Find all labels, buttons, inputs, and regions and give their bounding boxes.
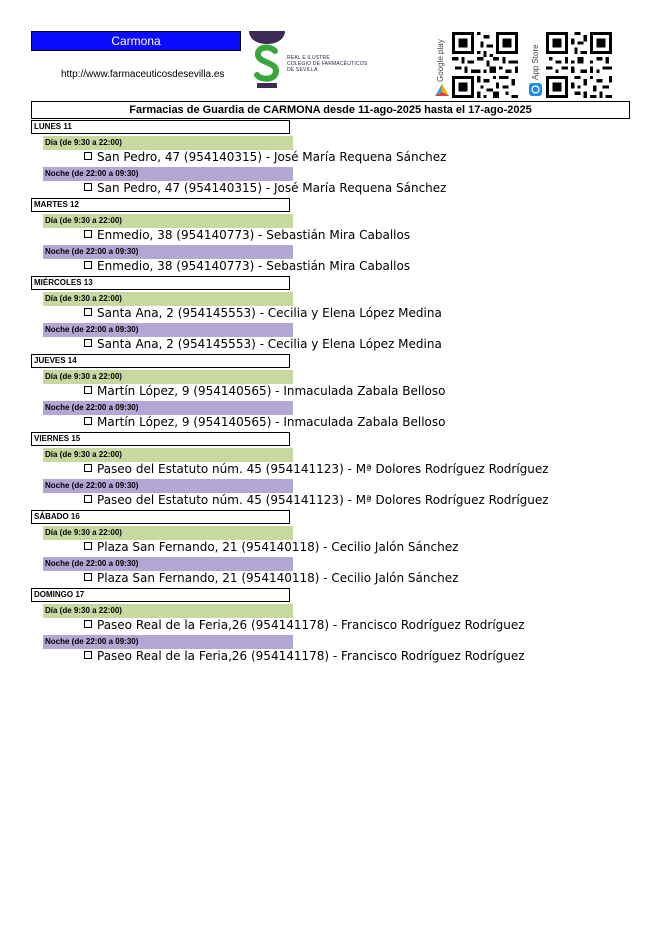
checkbox-bullet-icon: [84, 152, 92, 160]
day-header: SÁBADO 16: [31, 510, 290, 524]
pharmacy-text: Paseo Real de la Feria,26 (954141178) - Francisco Rodríguez Rodríguez: [97, 649, 525, 663]
day-header: VIERNES 15: [31, 432, 290, 446]
logo-line: COLEGIO DE FARMACÉUTICOS: [287, 61, 368, 67]
checkbox-bullet-icon: [84, 183, 92, 191]
checkbox-bullet-icon: [84, 651, 92, 659]
pharmacy-text: Santa Ana, 2 (954145553) - Cecilia y Elena López Medina: [97, 337, 442, 351]
night-shift-label: Noche (de 22:00 a 09:30): [43, 635, 293, 649]
pharmacy-entry: [84, 618, 631, 633]
google-play-icon: [435, 84, 449, 96]
checkbox-bullet-icon: [84, 495, 92, 503]
checkbox-bullet-icon: [84, 308, 92, 316]
pharmacy-entry: [84, 181, 631, 196]
day-header: LUNES 11: [31, 120, 290, 134]
day-shift-label: Día (de 9:30 a 22:00): [43, 604, 293, 618]
pharmacy-entry: [84, 540, 631, 555]
day-header: MARTES 12: [31, 198, 290, 212]
schedule-list: [31, 120, 631, 664]
day-shift-label: Día (de 9:30 a 22:00): [43, 448, 293, 462]
pharmacy-entry: [84, 306, 631, 321]
pharmacy-entry: [84, 337, 631, 352]
pharmacy-entry: [84, 150, 631, 165]
pharmacy-text: San Pedro, 47 (954140315) - José María Requena Sánchez: [97, 150, 447, 164]
pharmacy-text: Paseo Real de la Feria,26 (954141178) - Francisco Rodríguez Rodríguez: [97, 618, 525, 632]
day-shift-label: Día (de 9:30 a 22:00): [43, 370, 293, 384]
day-shift-label: Día (de 9:30 a 22:00): [43, 136, 293, 150]
checkbox-bullet-icon: [84, 573, 92, 581]
google-play-label: Google play: [436, 39, 445, 82]
checkbox-bullet-icon: [84, 261, 92, 269]
pharmacy-entry: [84, 649, 631, 664]
app-store-label: App Store: [531, 44, 540, 80]
pharmacy-text: Paseo del Estatuto núm. 45 (954141123) - Mª Dolores Rodríguez Rodríguez: [97, 493, 549, 507]
pharmacy-text: Enmedio, 38 (954140773) - Sebastián Mira Caballos: [97, 228, 411, 242]
night-shift-label: Noche (de 22:00 a 09:30): [43, 323, 293, 337]
pharmacy-entry: [84, 228, 631, 243]
day-shift-label: Día (de 9:30 a 22:00): [43, 292, 293, 306]
day-header: MIÉRCOLES 13: [31, 276, 290, 290]
website-link[interactable]: http://www.farmaceuticosdesevilla.es: [61, 69, 225, 80]
checkbox-bullet-icon: [84, 542, 92, 550]
night-shift-label: Noche (de 22:00 a 09:30): [43, 557, 293, 571]
pharmacy-text: Paseo del Estatuto núm. 45 (954141123) - Mª Dolores Rodríguez Rodríguez: [97, 462, 549, 476]
day-shift-label: Día (de 9:30 a 22:00): [43, 526, 293, 540]
college-logo: [247, 31, 287, 89]
checkbox-bullet-icon: [84, 620, 92, 628]
checkbox-bullet-icon: [84, 464, 92, 472]
pharmacy-text: Santa Ana, 2 (954145553) - Cecilia y Elena López Medina: [97, 306, 442, 320]
night-shift-label: Noche (de 22:00 a 09:30): [43, 479, 293, 493]
checkbox-bullet-icon: [84, 339, 92, 347]
checkbox-bullet-icon: [84, 230, 92, 238]
day-header: JUEVES 14: [31, 354, 290, 368]
town-banner: Carmona: [31, 31, 241, 51]
pharmacy-entry: [84, 493, 631, 508]
logo-line: REAL E ILUSTRE: [287, 55, 330, 61]
app-store-qr-code: [546, 32, 612, 98]
pharmacy-entry: [84, 415, 631, 430]
pharmacy-text: Plaza San Fernando, 21 (954140118) - Cecilio Jalón Sánchez: [97, 540, 459, 554]
pharmacy-text: Plaza San Fernando, 21 (954140118) - Cecilio Jalón Sánchez: [97, 571, 459, 585]
college-name: [287, 55, 367, 73]
day-header: DOMINGO 17: [31, 588, 290, 602]
pharmacy-text: Martín López, 9 (954140565) - Inmaculada Zabala Belloso: [97, 415, 446, 429]
pharmacy-entry: [84, 571, 631, 586]
night-shift-label: Noche (de 22:00 a 09:30): [43, 167, 293, 181]
pharmacy-text: Martín López, 9 (954140565) - Inmaculada Zabala Belloso: [97, 384, 446, 398]
pharmacy-entry: [84, 462, 631, 477]
night-shift-label: Noche (de 22:00 a 09:30): [43, 245, 293, 259]
checkbox-bullet-icon: [84, 386, 92, 394]
pharmacy-entry: [84, 259, 631, 274]
page-title: Farmacias de Guardia de CARMONA desde 11-ago-2025 hasta el 17-ago-2025: [31, 101, 630, 119]
night-shift-label: Noche (de 22:00 a 09:30): [43, 401, 293, 415]
logo-line: DE SEVILLA: [287, 67, 318, 73]
pharmacy-entry: [84, 384, 631, 399]
google-play-qr-code: [452, 32, 518, 98]
app-store-icon: [529, 83, 542, 96]
day-shift-label: Día (de 9:30 a 22:00): [43, 214, 293, 228]
pharmacy-text: San Pedro, 47 (954140315) - José María Requena Sánchez: [97, 181, 447, 195]
checkbox-bullet-icon: [84, 417, 92, 425]
pharmacy-text: Enmedio, 38 (954140773) - Sebastián Mira Caballos: [97, 259, 411, 273]
